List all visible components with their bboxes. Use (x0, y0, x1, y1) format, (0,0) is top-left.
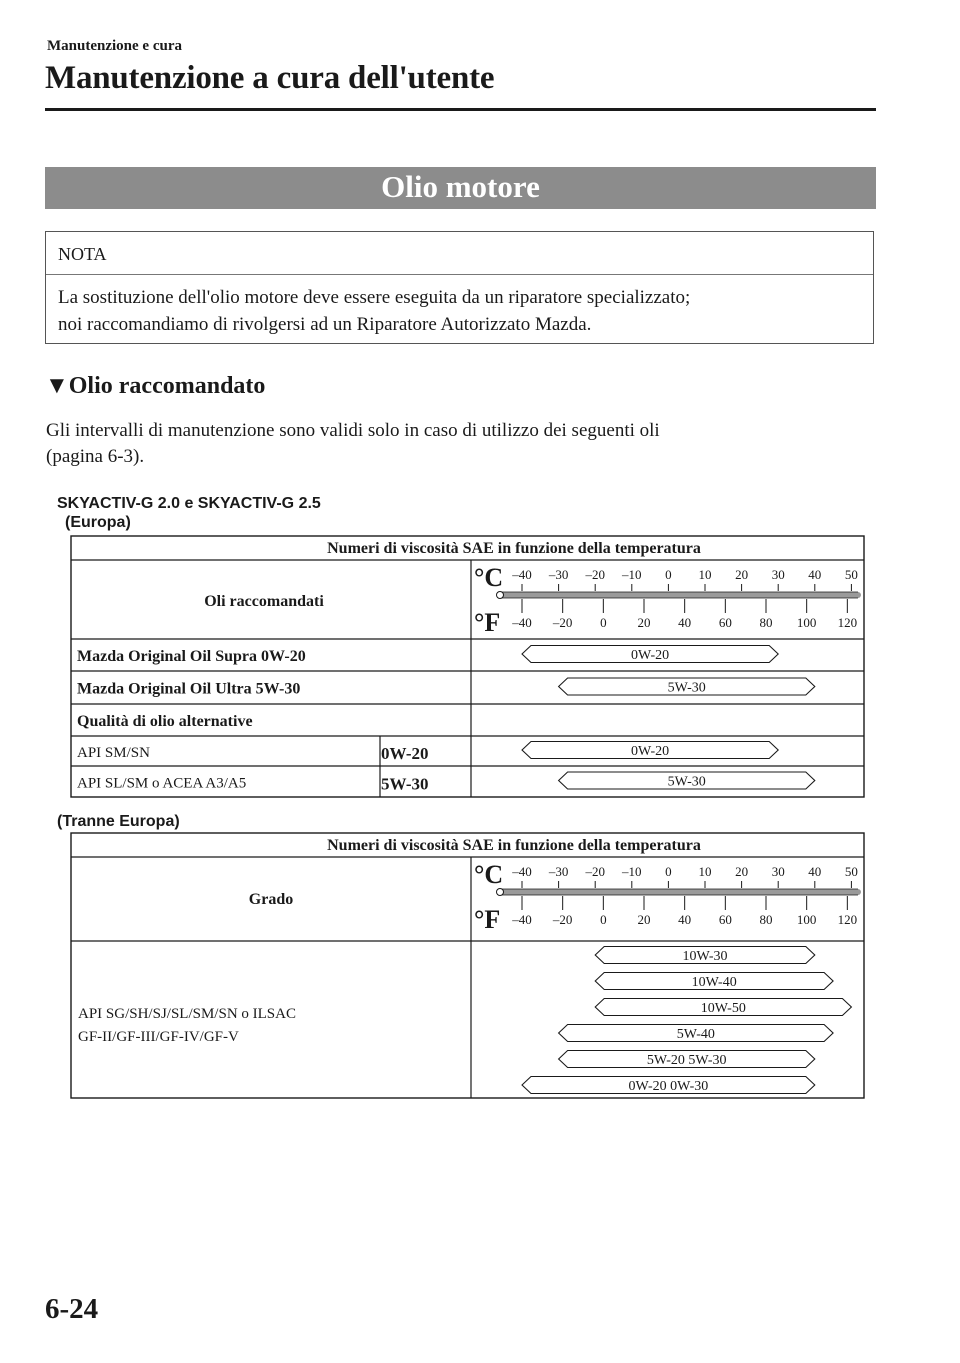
celsius-tick-label: –40 (512, 864, 532, 879)
fahrenheit-tick-label: 80 (759, 912, 773, 927)
celsius-tick-label: 40 (808, 864, 822, 879)
viscosity-band-label: 10W-50 (700, 1001, 746, 1016)
fahrenheit-tick-label: 60 (718, 615, 732, 630)
note-title: NOTA (58, 244, 107, 264)
celsius-tick-label: 30 (771, 567, 785, 582)
oil-name: API SL/SM o ACEA A3/A5 (77, 775, 247, 792)
region-label-other: (Tranne Europa) (57, 813, 180, 830)
celsius-tick-label: –10 (622, 864, 642, 879)
fahrenheit-tick-label: –40 (512, 615, 532, 630)
thermometer-bulb (497, 592, 504, 599)
region-label-europe: (Europa) (65, 514, 131, 531)
viscosity-band-label: 0W-20 0W-30 (628, 1079, 709, 1094)
fahrenheit-tick-label: 40 (678, 615, 692, 630)
oil-name: Mazda Original Oil Ultra 5W-30 (77, 680, 301, 698)
celsius-unit: °C (474, 860, 504, 889)
subsection-title: Olio raccomandato (68, 373, 266, 399)
celsius-unit: °C (474, 563, 504, 592)
table-europe-column-label: Oli raccomandati (204, 593, 324, 610)
note-line: La sostituzione dell'olio motore deve essere eseguita da un riparatore specializzato; (58, 287, 691, 308)
viscosity-band-label: 0W-20 (631, 744, 670, 759)
oil-name: API SM/SN (77, 745, 150, 761)
fahrenheit-tick-label: 120 (837, 615, 858, 630)
fahrenheit-tick-label: 20 (637, 912, 651, 927)
fahrenheit-tick-label: 40 (678, 912, 692, 927)
viscosity-band-label: 10W-40 (691, 975, 737, 990)
table-other-column-label: Grado (248, 891, 294, 908)
table-europe-header: Numeri di viscosità SAE in funzione della temperatura (327, 540, 701, 557)
celsius-tick-label: 10 (698, 864, 712, 879)
celsius-tick-label: –20 (585, 864, 605, 879)
celsius-tick-label: –20 (585, 567, 605, 582)
intro-line: Gli intervalli di manutenzione sono validi solo in caso di utilizzo dei seguenti oli (46, 420, 660, 441)
viscosity-band-label: 5W-20 5W-30 (646, 1053, 727, 1068)
celsius-tick-label: 50 (844, 567, 858, 582)
fahrenheit-tick-label: 60 (718, 912, 732, 927)
oil-name: Qualità di olio alternative (77, 713, 253, 730)
celsius-tick-label: 20 (735, 567, 749, 582)
fahrenheit-tick-label: 0 (600, 615, 607, 630)
celsius-tick-label: 10 (698, 567, 712, 582)
viscosity-band-label: 5W-40 (676, 1027, 715, 1042)
viscosity-band-label: 5W-30 (667, 680, 706, 696)
engine-label: SKYACTIV-G 2.0 e SKYACTIV-G 2.5 (57, 495, 321, 512)
page-number: 6-24 (45, 1293, 99, 1325)
section-banner: Olio motore (45, 167, 876, 209)
celsius-tick-label: –40 (512, 567, 532, 582)
intro-line: (pagina 6-3). (46, 446, 145, 467)
fahrenheit-tick-label: –20 (552, 615, 573, 630)
oil-name: Mazda Original Oil Supra 0W-20 (77, 648, 306, 665)
viscosity-band-label: 0W-20 (631, 648, 670, 663)
table-other-header: Numeri di viscosità SAE in funzione della temperatura (327, 837, 701, 854)
thermometer-bulb (497, 889, 504, 896)
viscosity-band-label: 10W-30 (682, 949, 728, 964)
fahrenheit-tick-label: –40 (512, 912, 532, 927)
celsius-tick-label: 0 (665, 864, 672, 879)
oil-grade: 0W-20 (381, 744, 429, 763)
fahrenheit-tick-label: 100 (796, 615, 817, 630)
celsius-tick-label: –10 (622, 567, 642, 582)
running-head: Manutenzione e cura (47, 38, 182, 54)
fahrenheit-unit: °F (474, 905, 501, 934)
viscosity-band-label: 5W-30 (667, 774, 706, 790)
fahrenheit-unit: °F (474, 608, 501, 637)
celsius-tick-label: 40 (808, 567, 822, 582)
celsius-tick-label: 30 (771, 864, 785, 879)
celsius-tick-label: –30 (548, 864, 569, 879)
celsius-tick-label: –30 (548, 567, 569, 582)
fahrenheit-tick-label: 100 (796, 912, 817, 927)
oil-spec-line: API SG/SH/SJ/SL/SM/SN o ILSAC (78, 1006, 296, 1022)
oil-spec-line: GF-II/GF-III/GF-IV/GF-V (78, 1029, 239, 1045)
fahrenheit-tick-label: –20 (552, 912, 573, 927)
chapter-title: Manutenzione a cura dell'utente (45, 60, 495, 96)
celsius-tick-label: 50 (844, 864, 858, 879)
fahrenheit-tick-label: 120 (837, 912, 858, 927)
note-line: noi raccomandiamo di rivolgersi ad un Riparatore Autorizzato Mazda. (58, 314, 592, 335)
fahrenheit-tick-label: 0 (600, 912, 607, 927)
celsius-tick-label: 0 (665, 567, 672, 582)
fahrenheit-tick-label: 20 (637, 615, 651, 630)
fahrenheit-tick-label: 80 (759, 615, 773, 630)
triangle-down-icon: ▼ (45, 373, 69, 399)
celsius-tick-label: 20 (735, 864, 749, 879)
oil-grade: 5W-30 (381, 774, 429, 794)
